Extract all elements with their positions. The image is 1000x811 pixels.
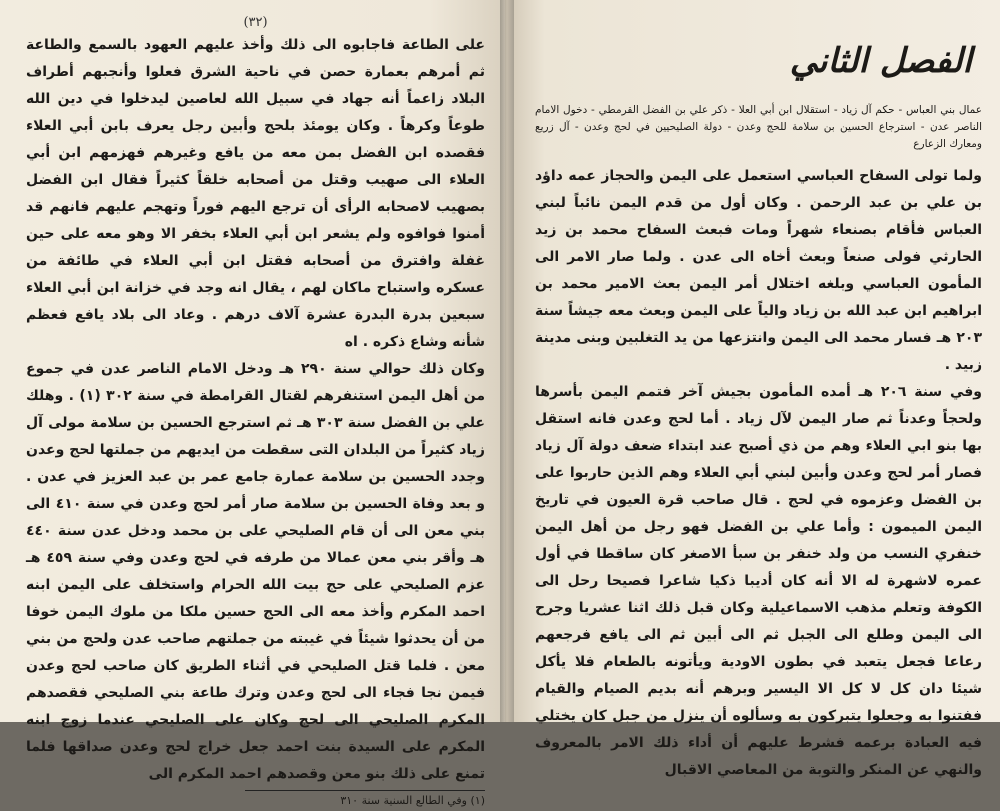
book-gutter bbox=[500, 0, 514, 722]
chapter-summary: عمال بني العباس - حكم آل زياد - استقلال ابن أبي العلا - ذكر علي بن الفضل القرمطي - دخول الامام الناصر عدن - استرجاع الحسين بن سلامة للحج وعدن - دولة الصليحيين في لحج وعدن - آل زريع ومعارك الزعارع bbox=[535, 104, 982, 150]
footnote: (١) وفي الطالع السنية سنة ٣١٠ bbox=[340, 794, 485, 807]
page-number: (٣٢) bbox=[243, 15, 268, 30]
paragraph: ولما تولى السفاح العباسي استعمل على اليمن والحجاز عمه داؤد بن علي بن عبد الرحمن . وكان أول من قدم اليمن نائباً لبني العباس فأقام بصنعاء شهراً ومات فبعث السفاح محمد بن زيد الحارثي فولى صنعاً وبعث أخاه الى عدن . ولما صار الامر الى المأمون العباسي وبلغه اختلال أمر اليمن بعث الامير محمد بن ابراهيم ابن عبد الله بن زياد والياً على اليمن وبعث معه جيشاً سنة ٢٠٣ هـ فسار محمد الى اليمن وانتزعها من يد التغلبين وبنى مدينة زبيد . bbox=[535, 168, 982, 373]
left-page-body bbox=[26, 32, 485, 788]
chapter-title: الفصل الثاني bbox=[789, 41, 972, 81]
right-page bbox=[505, 0, 1000, 778]
paragraph: على الطاعة فاجابوه الى ذلك وأخذ عليهم العهود بالسمع والطاعة ثم أمرهم بعمارة حصن في ناحية الشرق فعلوا وأنجبهم أطراف البلاد زاعماً أنه جهاد في سبيل الله لعاصين ليدخلوا في دين الله طوعاً وكرهاً . وكان يومئذ بلحج وأبين رجل يعرف بابن أبي العلاء فقصده ابن الفضل بمن معه من يافع وغيرهم فهزمهم ابن أبي العلاء الى صهيب وقتل من أصحابه خلقاً كثيراً فقال ابن الفضل بصهيب لاصحابه الرأى أن ترجع اليهم فوراً وتهجم عليهم فانهم قد أمنوا فوافوه ولم يشعر ابن أبي العلاء بخفر الا وهو معه على حين غفلة وافترق من أصحابه فقتل ابن أبي العلاء في طائفة من عسكره واستباح ماكان لهم ، يقال انه وجد في خزانة ابن أبي العلاء سبعين بدرة البدرة عشرة آلاف درهم . وعاد الى بلاد يافع فعظم شأنه وشاع ذكره . اه bbox=[26, 37, 485, 350]
paragraph: وكان ذلك حوالي سنة ٢٩٠ هـ ودخل الامام الناصر عدن في جموع من أهل اليمن استنفرهم لقتال القرامطة في سنة ٣٠٢ (١) . وهلك علي بن الفضل سنة ٣٠٣ هـ ثم استرجع الحسين بن سلامة مولى آل زياد كثيراً من البلدان التى سقطت من ايديهم من جملتها لحج وعدن وجدد الحسين بن سلامة عمارة جامع عمر بن عبد العزيز في عدن . و بعد وفاة الحسين بن سلامة صار أمر لحج وعدن في سنة ٤١٠ الى بني معن الى أن قام الصليحي على بن محمد ودخل عدن سنة ٤٤٠ هـ وأقر بني معن عمالا من طرفه في لحج وعدن وفي سنة ٤٥٩ هـ عزم الصليحي على حج بيت الله الحرام واستخلف على اليمن ابنه احمد المكرم وأخذ معه الى الحج حسين ملكا من ملوك اليمن خوفا من أن يحدثوا شيئاً في غيبته من جملتهم صاحب عدن ولحج من بني معن . فلما قتل الصليحي في أثناء الطريق كان صاحب لحج وعدن فيمن نجا فجاء الى لحج وعدن وترك طاعة بني الصليحي فقصدهم المكرم الصليحي الى لحج وكان على الصليحي عندما زوج ابنه المكرم على السيدة بنت احمد جعل خراج لحج وعدن صداقها فلما تمنع على ذلك بنو معن وقصدهم احمد المكرم الى bbox=[26, 361, 485, 782]
right-page-body bbox=[535, 163, 982, 784]
paragraph: وفي سنة ٢٠٦ هـ أمده المأمون بجيش آخر فتمم اليمن بأسرها ولحجاً وعدناً ثم صار اليمن لآل زياد . أما لحج وعدن فانه استقل بها بنو ابي العلاء وهم من ذي أصبح عند ابتداء ضعف دولة آل زياد فصار أمر لحج وعدن وأبين لبني أبي العلاء وهم الذين حاربوا على بن الفضل وعزموه في لحج . قال صاحب قرة العيون في تاريخ اليمن الميمون : وأما علي بن الفضل فهو رجل من أهل اليمن خنفري النسب من ولد خنفر بن سبأ الاصغر كان ساقطا في أول عمره لاشهرة له الا أنه كان أديبا ذكيا شاعرا فصيحا رحل الى الكوفة وتعلم مذهب الاسماعيلية وكان قبل ذلك اثنا عشريا وجرح الى اليمن وطلع الى الجبل ثم الى أبين ثم الى يافع فرجعهم رعاعا فجعل يتعبد في بطون الاودية ويأتونه بالطعام فلا يأكل شيئا دان كل لا كل الا اليسير وبرهم أنه بديم الصيام والقيام ففتنوا به وجعلوا يتبركون به وسألوه أن ينزل من جبل كان يختلي فيه العبادة برعمه فشرط عليهم أن أداء ذلك الامر بالمعروف والنهي عن المنكر والتوبة من المعاصي الاقبال bbox=[535, 384, 982, 778]
